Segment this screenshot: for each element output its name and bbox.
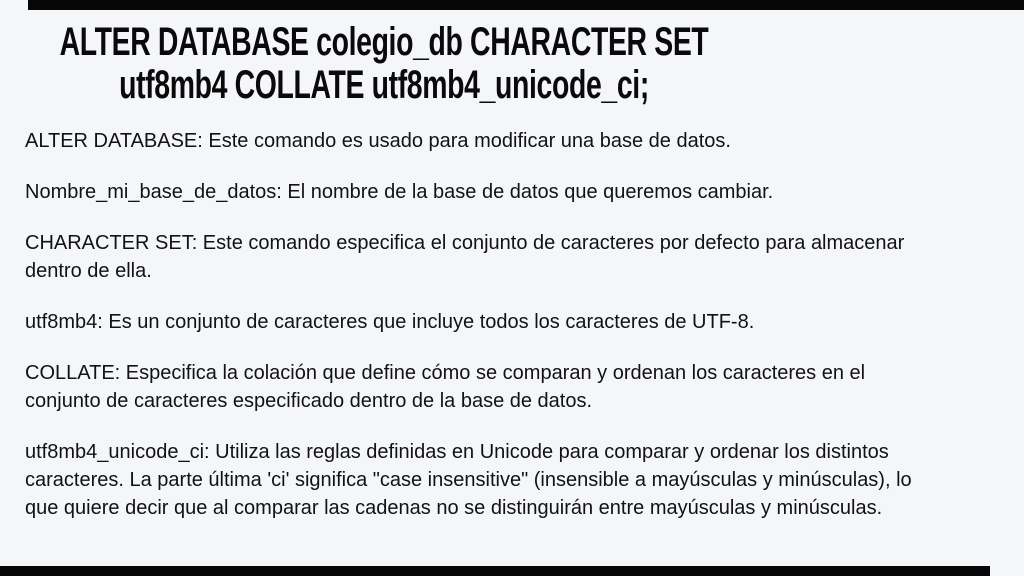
- text-line: utf8mb4: Es un conjunto de caracteres que incluye todos los caracteres de UTF-8.: [25, 311, 755, 333]
- text-line: COLLATE: Especifica la colación que define cómo se comparan y ordenan los caracteres en el: [25, 362, 866, 384]
- text-line: CHARACTER SET: Este comando especifica el conjunto de caracteres por defecto para almacenar: [25, 232, 905, 254]
- paragraph: [25, 127, 995, 155]
- text-line: utf8mb4_unicode_ci: Utiliza las reglas definidas en Unicode para comparar y ordenar los distintos: [25, 441, 889, 463]
- top-accent-bar: [28, 0, 1024, 10]
- paragraph: [25, 178, 995, 206]
- slide-title-line-2: utf8mb4 COLLATE utf8mb4_unicode_ci;: [119, 63, 649, 107]
- text-line: caracteres. La parte última 'ci' significa "case insensitive" (insensible a mayúsculas y minúsculas), lo: [25, 469, 912, 491]
- paragraph: [25, 438, 995, 522]
- text-line: que quiere decir que al comparar las cadenas no se distinguirán entre mayúsculas y minúsculas.: [25, 497, 883, 519]
- paragraph: [25, 359, 995, 415]
- slide-title-line-1: ALTER DATABASE colegio_db CHARACTER SET: [59, 20, 709, 64]
- body-text: [25, 127, 995, 545]
- text-line: ALTER DATABASE: Este comando es usado para modificar una base de datos.: [25, 130, 731, 152]
- bottom-accent-bar: [0, 566, 990, 576]
- text-line: conjunto de caracteres especificado dentro de la base de datos.: [25, 390, 593, 412]
- paragraph: [25, 229, 995, 285]
- text-line: dentro de ella.: [25, 260, 152, 282]
- paragraph: [25, 308, 995, 336]
- text-line: Nombre_mi_base_de_datos: El nombre de la base de datos que queremos cambiar.: [25, 181, 774, 203]
